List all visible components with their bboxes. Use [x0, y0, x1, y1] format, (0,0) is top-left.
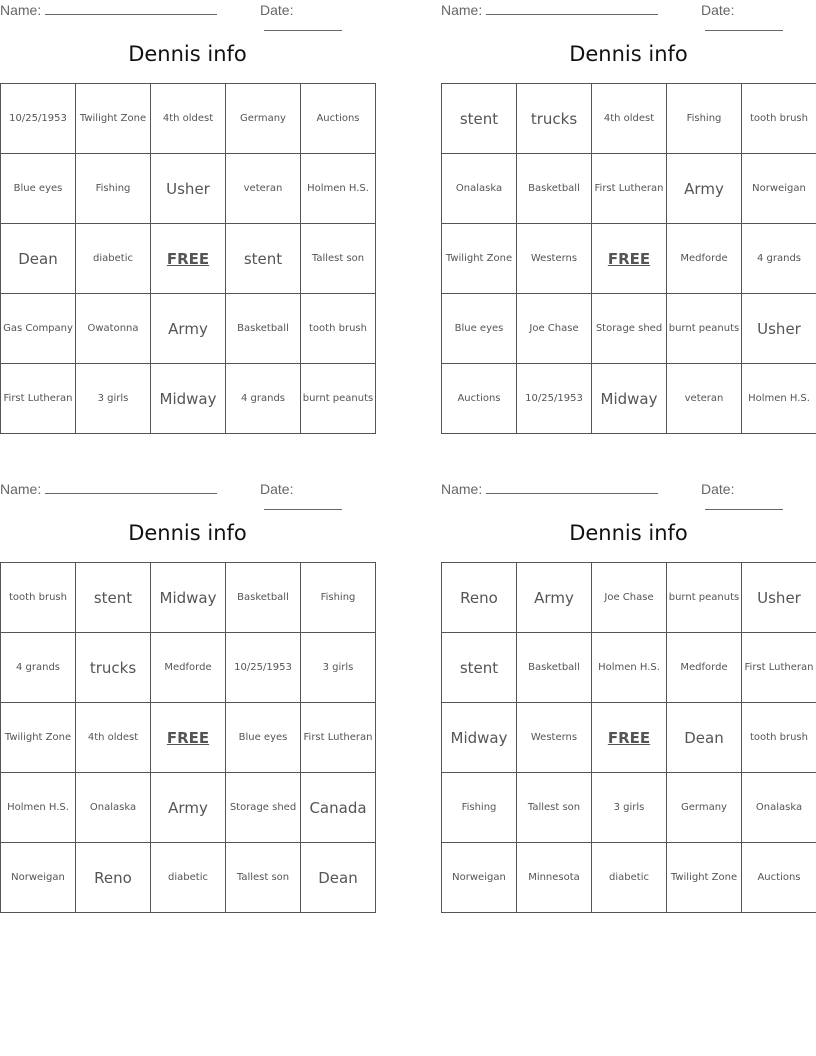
bingo-cell: Usher — [151, 154, 226, 224]
free-space-cell: FREE — [151, 703, 226, 773]
bingo-cell: Army — [151, 773, 226, 843]
bingo-cell: Joe Chase — [517, 294, 592, 364]
bingo-cell: Twilight Zone — [442, 224, 517, 294]
bingo-cell: Basketball — [226, 294, 301, 364]
bingo-cell: diabetic — [592, 843, 667, 913]
bingo-cell: Owatonna — [76, 294, 151, 364]
grid-row — [1, 563, 376, 633]
bingo-cell: Fishing — [301, 563, 376, 633]
bingo-cell: diabetic — [76, 224, 151, 294]
bingo-cell: 4th oldest — [151, 84, 226, 154]
free-space-cell: FREE — [151, 224, 226, 294]
bingo-cell: Blue eyes — [442, 294, 517, 364]
bingo-cell: Norweigan — [442, 843, 517, 913]
name-date-row — [441, 2, 816, 20]
bingo-cell: Medforde — [667, 633, 742, 703]
bingo-cell: Gas Company — [1, 294, 76, 364]
card-title: Dennis info — [569, 42, 688, 66]
bingo-grid — [441, 562, 816, 913]
name-date-row — [0, 481, 375, 499]
name-line — [486, 481, 658, 494]
bingo-cell: 10/25/1953 — [1, 84, 76, 154]
bingo-cell: Joe Chase — [592, 563, 667, 633]
grid-row — [442, 154, 816, 224]
bingo-cell: First Lutheran — [301, 703, 376, 773]
bingo-cell: Onalaska — [76, 773, 151, 843]
grid-row — [1, 294, 376, 364]
grid-row — [1, 843, 376, 913]
bingo-cell: burnt peanuts — [301, 364, 376, 434]
name-field: Name: — [0, 2, 217, 18]
bingo-cell: Usher — [742, 563, 816, 633]
bingo-cell: stent — [442, 84, 517, 154]
bingo-cell: Tallest son — [301, 224, 376, 294]
bingo-cell: Blue eyes — [226, 703, 301, 773]
bingo-cell: Twilight Zone — [1, 703, 76, 773]
grid-row — [442, 773, 816, 843]
bingo-cell: Twilight Zone — [667, 843, 742, 913]
grid-row — [1, 703, 376, 773]
bingo-cell: Army — [667, 154, 742, 224]
bingo-cell: Norweigan — [742, 154, 816, 224]
grid-row — [1, 633, 376, 703]
bingo-grid — [441, 83, 816, 434]
card-title: Dennis info — [128, 521, 247, 545]
grid-row — [442, 84, 816, 154]
bingo-cell: trucks — [76, 633, 151, 703]
bingo-cell: Basketball — [517, 154, 592, 224]
grid-row — [1, 224, 376, 294]
bingo-cell: Canada — [301, 773, 376, 843]
grid-row — [442, 703, 816, 773]
grid-row — [1, 84, 376, 154]
grid-row — [442, 224, 816, 294]
bingo-cell: Army — [151, 294, 226, 364]
grid-row — [442, 843, 816, 913]
bingo-cell: 4th oldest — [592, 84, 667, 154]
grid-row — [1, 154, 376, 224]
bingo-cell: veteran — [226, 154, 301, 224]
date-field: Date: — [260, 2, 375, 34]
bingo-cell: stent — [226, 224, 301, 294]
free-space-cell: FREE — [592, 224, 667, 294]
bingo-cell: Storage shed — [226, 773, 301, 843]
bingo-cell: Usher — [742, 294, 816, 364]
bingo-cell: tooth brush — [1, 563, 76, 633]
bingo-cell: Norweigan — [1, 843, 76, 913]
name-line — [45, 2, 217, 15]
bingo-cell: 3 girls — [76, 364, 151, 434]
date-field: Date: — [701, 2, 816, 34]
name-field: Name: — [441, 2, 658, 18]
grid-row — [1, 773, 376, 843]
bingo-cell: 4th oldest — [76, 703, 151, 773]
bingo-cell: Onalaska — [442, 154, 517, 224]
bingo-cell: veteran — [667, 364, 742, 434]
bingo-cell: tooth brush — [301, 294, 376, 364]
bingo-cell: tooth brush — [742, 84, 816, 154]
name-date-row — [0, 2, 375, 20]
bingo-cell: Fishing — [442, 773, 517, 843]
bingo-grid — [0, 83, 376, 434]
bingo-cell: 10/25/1953 — [226, 633, 301, 703]
bingo-cell: 3 girls — [301, 633, 376, 703]
bingo-cell: Basketball — [226, 563, 301, 633]
bingo-cell: Midway — [592, 364, 667, 434]
bingo-cell: Fishing — [667, 84, 742, 154]
card-title: Dennis info — [569, 521, 688, 545]
bingo-cell: Midway — [442, 703, 517, 773]
date-field: Date: — [701, 481, 816, 513]
date-line — [705, 18, 783, 31]
bingo-cell: Medforde — [667, 224, 742, 294]
bingo-cell: Blue eyes — [1, 154, 76, 224]
date-line — [264, 18, 342, 31]
bingo-cell: trucks — [517, 84, 592, 154]
bingo-cell: Medforde — [151, 633, 226, 703]
bingo-cell: Reno — [76, 843, 151, 913]
bingo-cell: 4 grands — [742, 224, 816, 294]
bingo-cell: Dean — [667, 703, 742, 773]
bingo-cell: Holmen H.S. — [592, 633, 667, 703]
date-field: Date: — [260, 481, 375, 513]
bingo-cell: Auctions — [442, 364, 517, 434]
bingo-cell: First Lutheran — [742, 633, 816, 703]
bingo-cell: Dean — [1, 224, 76, 294]
grid-row — [442, 563, 816, 633]
grid-row — [1, 364, 376, 434]
name-date-row — [441, 481, 816, 499]
date-line — [705, 497, 783, 510]
bingo-cell: Holmen H.S. — [1, 773, 76, 843]
grid-row — [442, 364, 816, 434]
grid-row — [442, 294, 816, 364]
name-line — [486, 2, 658, 15]
bingo-cell: 3 girls — [592, 773, 667, 843]
free-space-cell: FREE — [592, 703, 667, 773]
bingo-cell: Holmen H.S. — [742, 364, 816, 434]
bingo-cell: 4 grands — [1, 633, 76, 703]
bingo-cell: Basketball — [517, 633, 592, 703]
bingo-cell: stent — [76, 563, 151, 633]
bingo-cell: First Lutheran — [1, 364, 76, 434]
grid-row — [442, 633, 816, 703]
bingo-cell: Westerns — [517, 224, 592, 294]
bingo-cell: Minnesota — [517, 843, 592, 913]
bingo-cell: Reno — [442, 563, 517, 633]
bingo-cell: Germany — [667, 773, 742, 843]
name-field: Name: — [441, 481, 658, 497]
bingo-cell: Tallest son — [517, 773, 592, 843]
bingo-cell: 10/25/1953 — [517, 364, 592, 434]
bingo-cell: diabetic — [151, 843, 226, 913]
bingo-cell: Midway — [151, 364, 226, 434]
bingo-cell: Storage shed — [592, 294, 667, 364]
bingo-cell: First Lutheran — [592, 154, 667, 224]
bingo-cell: Germany — [226, 84, 301, 154]
bingo-cell: Dean — [301, 843, 376, 913]
bingo-cell: Fishing — [76, 154, 151, 224]
bingo-grid — [0, 562, 376, 913]
bingo-cell: Army — [517, 563, 592, 633]
bingo-cell: stent — [442, 633, 517, 703]
bingo-cell: Onalaska — [742, 773, 816, 843]
bingo-cell: Auctions — [301, 84, 376, 154]
bingo-cell: burnt peanuts — [667, 563, 742, 633]
card-title: Dennis info — [128, 42, 247, 66]
name-line — [45, 481, 217, 494]
bingo-cell: Midway — [151, 563, 226, 633]
bingo-cell: 4 grands — [226, 364, 301, 434]
bingo-cell: Westerns — [517, 703, 592, 773]
name-field: Name: — [0, 481, 217, 497]
bingo-cell: tooth brush — [742, 703, 816, 773]
date-line — [264, 497, 342, 510]
bingo-cell: Auctions — [742, 843, 816, 913]
bingo-cell: Tallest son — [226, 843, 301, 913]
bingo-cell: Twilight Zone — [76, 84, 151, 154]
bingo-cell: burnt peanuts — [667, 294, 742, 364]
bingo-cell: Holmen H.S. — [301, 154, 376, 224]
